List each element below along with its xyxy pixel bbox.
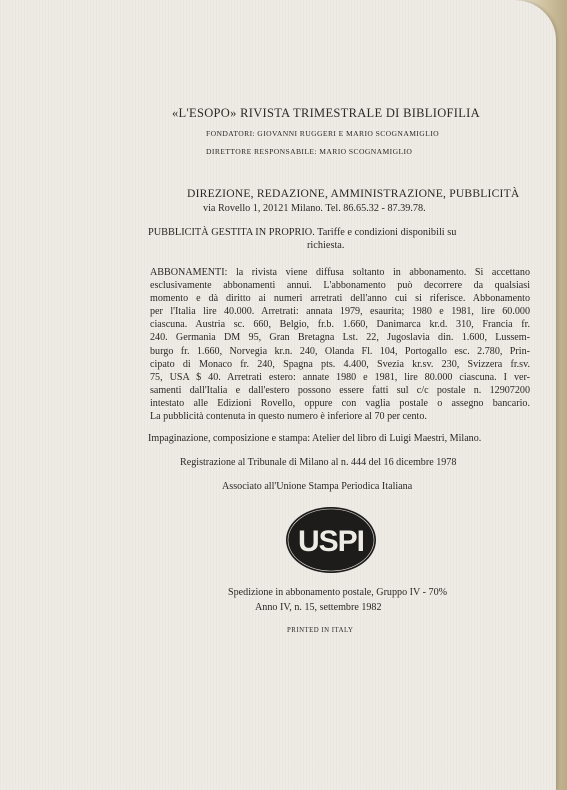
subscriptions-line: cipato di Monaco fr. 240, Spagna pts. 4.400, Svezia kr.sv. 230, Svizzera fr.sv. xyxy=(150,358,530,370)
registration-line: Registrazione al Tribunale di Milano al n. 444 del 16 dicembre 1978 xyxy=(180,457,457,468)
subscriptions-line: 75, USA $ 40. Arretrati estero: annate 1980 e 1981, lire 80.000 ciascuna. I ver- xyxy=(150,371,530,383)
association-line: Associato all'Unione Stampa Periodica Italiana xyxy=(222,481,413,492)
masthead-title: «L'ESOPO» RIVISTA TRIMESTRALE DI BIBLIOFILIA xyxy=(172,106,480,120)
founders-line: FONDATORI: GIOVANNI RUGGERI E MARIO SCOGNAMIGLIO xyxy=(206,129,440,138)
subscriptions-line: ABBONAMENTI: la rivista viene diffusa soltanto in abbonamento. Si accettano xyxy=(150,267,530,278)
uspi-logo xyxy=(282,505,380,575)
subscriptions-line: esclusivamente abbonamenti annui. L'abbonamento può decorrere da qualsiasi xyxy=(150,280,530,292)
subscriptions-line: samenti dall'Italia e dall'estero possono essere fatti sul c/c postale n. 12907200 xyxy=(150,384,530,396)
office-address: via Rovello 1, 20121 Milano. Tel. 86.65.32 - 87.39.78. xyxy=(203,203,426,214)
subscriptions-line: momento e dà diritto ai numeri arretrati dell'anno cui si riferisce. Abbonamento xyxy=(150,293,530,305)
printed-in: PRINTED IN ITALY xyxy=(287,627,354,634)
postal-shipping: Spedizione in abbonamento postale, Gruppo IV - 70% xyxy=(228,587,448,598)
subscriptions-line: La pubblicità contenuta in questo numero è inferiore al 70 per cento. xyxy=(150,411,427,423)
advertising-line-1: PUBBLICITÀ GESTITA IN PROPRIO. Tariffe e condizioni disponibili su xyxy=(148,227,457,238)
uspi-logo-lettering: USPI xyxy=(297,525,365,558)
subscriptions-line: burgo fr. 1.660, Norvegia kr.n. 240, Olanda Fl. 104, Portogallo esc. 2.780, Prin- xyxy=(150,345,530,357)
subscriptions-line: ciascuna. Austria sc. 660, Belgio, fr.b. 1.660, Danimarca kr.d. 310, Francia fr. xyxy=(150,319,530,331)
subscriptions-line: 240. Germania DM 95, Gran Bretagna Lst. 22, Jugoslavia din. 1.600, Lussem- xyxy=(150,332,530,344)
subscriptions-line: intestato alle Edizioni Rovello, oppure con vaglia postale o assegno bancario. xyxy=(150,397,530,409)
advertising-line-2: richiesta. xyxy=(307,240,345,251)
subscriptions-line: per l'Italia lire 40.000. Arretrati: annata 1979, esaurita; 1980 e 1981, lire 60.000 xyxy=(150,306,530,318)
office-heading: DIREZIONE, REDAZIONE, AMMINISTRAZIONE, PUBBLICITÀ xyxy=(187,187,520,200)
subscriptions-paragraph xyxy=(150,266,530,423)
director-line: DIRETTORE RESPONSABILE: MARIO SCOGNAMIGLIO xyxy=(206,147,413,156)
issue-line: Anno IV, n. 15, settembre 1982 xyxy=(255,602,382,613)
production-credit: Impaginazione, composizione e stampa: Atelier del libro di Luigi Maestri, Milano. xyxy=(148,433,482,444)
